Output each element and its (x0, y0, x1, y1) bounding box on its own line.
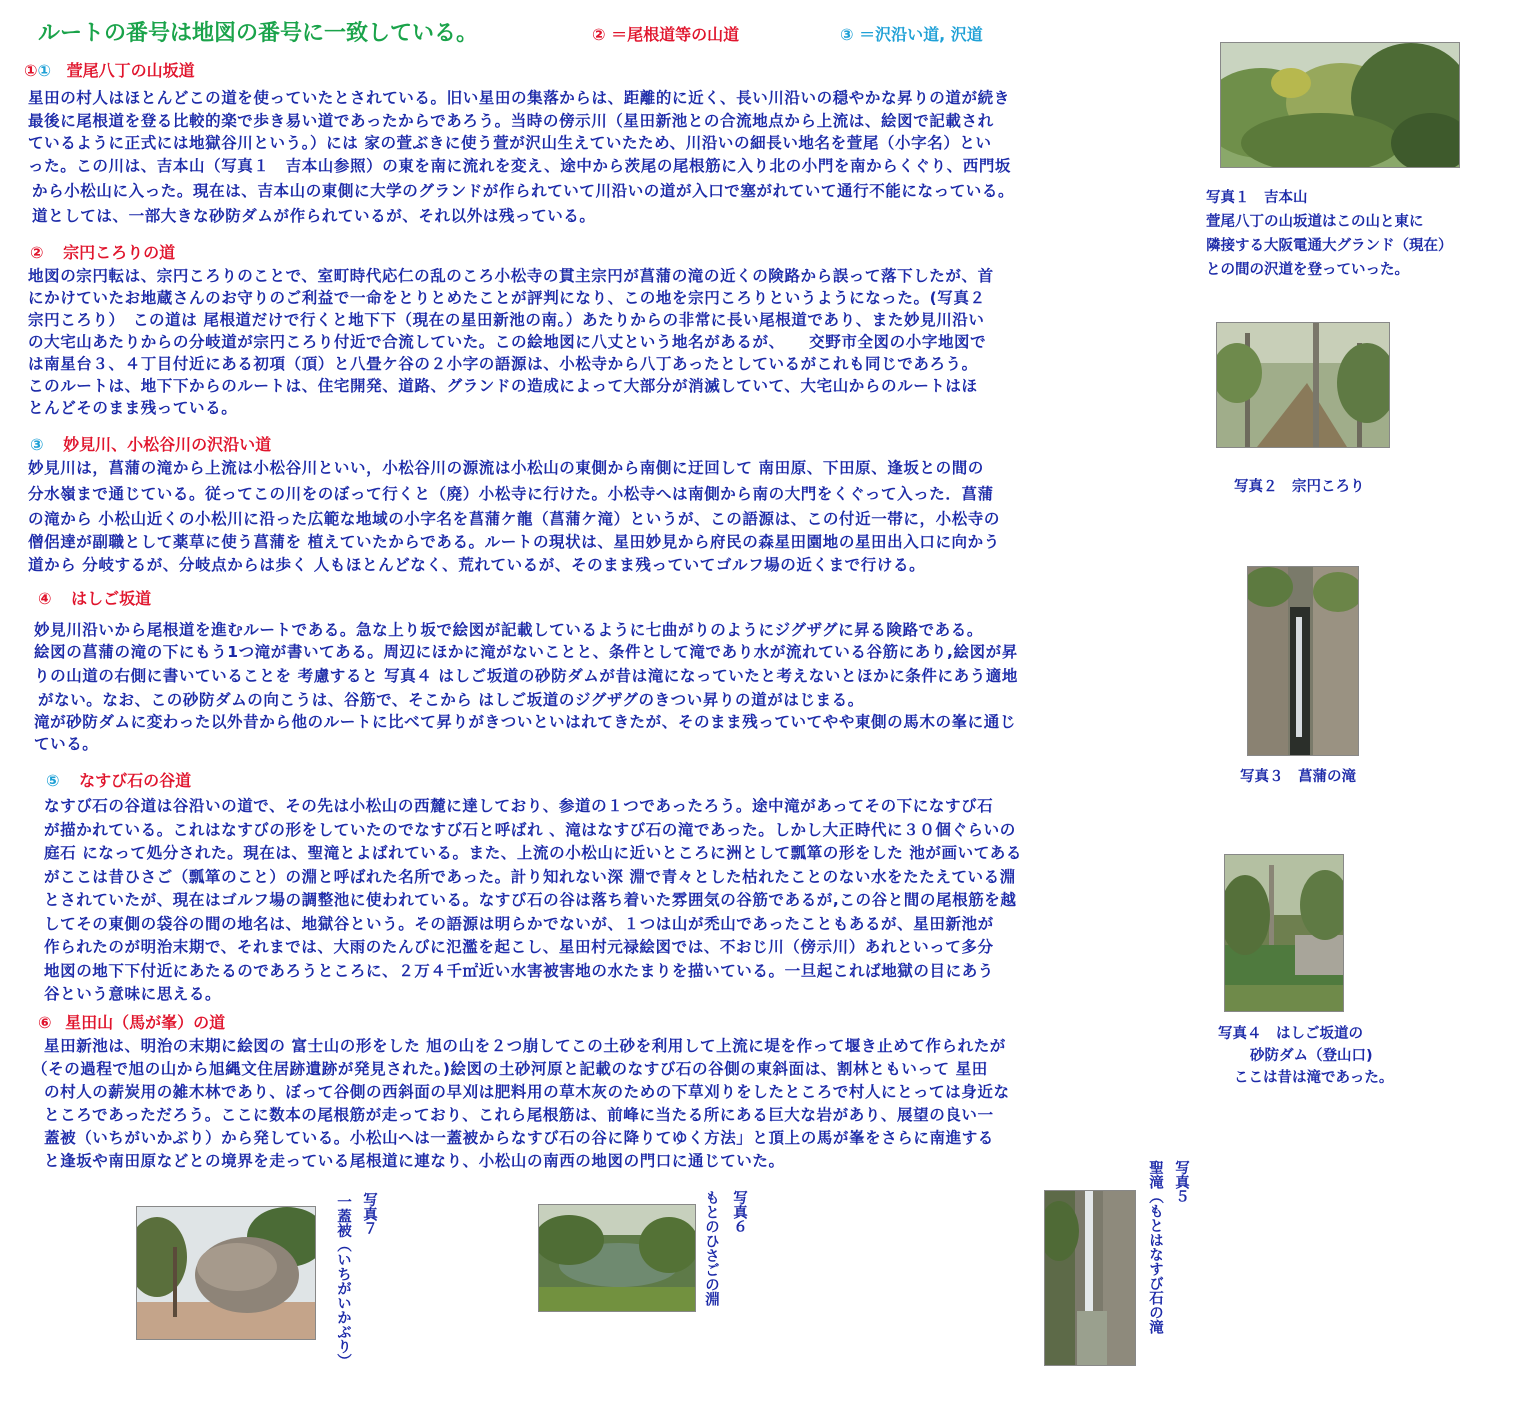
section-1-number-alt: ① (37, 61, 52, 80)
photo-1-caption (1206, 186, 1453, 282)
section-6-heading (38, 1010, 225, 1033)
photo-hisago-pond (538, 1204, 696, 1312)
caption-line: 写真１ 吉本山 (1206, 190, 1308, 206)
photo-sabo-dam-image (1225, 855, 1343, 1011)
body-line: は南星台３、４丁目付近にある初項（頂）と八畳ケ谷の２小字の語源は、小松寺から八丁あったとしているがこれも同じであろう。 (28, 355, 978, 373)
body-line: 最後に尾根道を登る比較的楽で歩き易い道であったからであろう。当時の傍示川（星田新池との合流地点から上流は、絵図で記載され (28, 111, 994, 130)
section-4-heading (38, 586, 151, 609)
photo-yoshimotoyama (1220, 42, 1460, 168)
photo-6-caption: もとのひさごの淵 (703, 1190, 719, 1306)
legend-ridge-route: ② ＝尾根道等の山道 (592, 25, 740, 44)
section-6-title: 星田山（馬が峯）の道 (65, 1013, 226, 1032)
photo-hijiri-waterfall (1044, 1190, 1136, 1366)
photo-ichigai-kaburi (136, 1206, 316, 1340)
photo-hisago-pond-image (539, 1205, 695, 1311)
body-line: がここは昔ひさご（瓢箪のこと）の淵と呼ばれた名所であった。計り知れない深 淵で青々とした枯れたことのない水をたたえている淵 (44, 867, 1016, 886)
body-line: なすび石の谷道は谷沿いの道で、その先は小松山の西麓に達しており、参道の１つであったろう。途中滝があってその下になすび石 (44, 797, 994, 815)
section-1-title: 萱尾八丁の山坂道 (66, 61, 195, 80)
body-line: このルートは、地下下からのルートは、住宅開発、道路、グランドの造成によって大部分が消滅していて、大宅山からのルートはほ (28, 377, 978, 395)
section-4-number: ④ (38, 589, 52, 608)
photo-shobu-waterfall (1247, 566, 1359, 756)
section-4-title: はしご坂道 (71, 589, 152, 608)
body-line: にかけていたお地蔵さんのお守りのご利益で一命をとりとめたことが評判になり、この地を宗円ころりというようになった。(写真２ (28, 289, 986, 307)
body-line: 僧侶達が副職として薬草に使う菖蒲を 植えていたからである。ルートの現状は、星田妙見から府民の森星田園地の星田出入口に向かう (28, 533, 1000, 551)
caption-line: ここは昔は滝であった。 (1234, 1070, 1394, 1086)
section-4-body (34, 618, 1018, 754)
section-3-body (28, 456, 1000, 575)
photo-6-label: 写真６ (731, 1190, 747, 1234)
section-1-body (28, 86, 1014, 226)
body-line: 滝が砂防ダムに変わった以外昔から他のルートに比べて昇りがきついといはれてきたが、そのまま残っていてやや東側の馬木の峯に通じ (34, 713, 1016, 731)
body-line: ているように正式には地獄谷川という。）には 家の萱ぶきに使う萱が沢山生えていたため、川沿いの細長い地名を萱尾（小字名）とい (28, 134, 992, 152)
body-line: 地図の宗円転は、宗円ころりのことで、室町時代応仁の乱のころ小松寺の貫主宗円が菖蒲の滝の近くの険路から誤って落下したが、首 (28, 267, 994, 285)
legend-stream-route: ③ ＝沢沿い道, 沢道 (840, 25, 983, 44)
body-line: 絵図の菖蒲の滝の下にもう1つ滝が書いてある。周辺にほかに滝がないことと、条件として滝であり水が流れている谷筋にあり,絵図が昇 (34, 643, 1018, 661)
body-line: がない。なお、この砂防ダムの向こうは、谷筋で、そこから はしご坂道のジグザグのきつい昇りの道がはじまる。 (38, 691, 864, 709)
section-1-number: ① (24, 61, 38, 80)
body-line: とされていたが、現在はゴルフ場の調整池に使われている。なすび石の谷は落ち着いた雰囲気の谷筋であるが,この谷と間の尾根筋を越 (44, 891, 1017, 909)
body-line: 蓋被（いちがいかぶり）から発している。小松山へは一蓋被からなすび石の谷に降りてゆく方法」と頂上の馬が峯をさらに南進する (44, 1129, 994, 1147)
photo-soen-korori (1216, 322, 1390, 448)
photo-3-caption: 写真３ 菖蒲の滝 (1240, 769, 1356, 785)
section-1-heading (24, 58, 195, 81)
body-line: が描かれている。これはなすびの形をしていたのでなすび石と呼ばれ 、滝はなすび石の滝であった。しかし大正時代に３０個ぐらいの (44, 820, 1016, 839)
photo-ichigai-kaburi-image (137, 1207, 315, 1339)
body-line: の村人の薪炭用の雑木林であり、ぼって谷側の西斜面の早刈は肥料用の草木灰のための下草刈りをしたところで村人にとっては身近な (44, 1083, 1010, 1101)
caption-line: との間の沢道を登っていった。 (1206, 262, 1409, 278)
section-6-number: ⑥ (38, 1013, 52, 1032)
photo-4-caption (1218, 1022, 1393, 1088)
section-3-heading (30, 432, 271, 455)
caption-line: 写真４ はしご坂道の (1218, 1026, 1363, 1042)
body-line: 宗円ころり） この道は 尾根道だけで行くと地下下（現在の星田新池の南。）あたりからの非常に長い尾根道であり、また妙見川沿い (28, 311, 985, 329)
section-5-title: なすび石の谷道 (79, 771, 192, 790)
photo-7-caption: 一蓋被（いちがいかぶり） (335, 1194, 351, 1368)
photo-5-label: 写真５ (1173, 1160, 1189, 1204)
photo-2-caption: 写真２ 宗円ころり (1234, 479, 1365, 495)
page-title: ルートの番号は地図の番号に一致している。 (38, 21, 479, 46)
body-line: と逢坂や南田原などとの境界を走っている尾根道に連なり、小松山の南西の地図の門口に通じていた。 (44, 1152, 785, 1170)
photo-7-label: 写真７ (361, 1192, 377, 1236)
section-2-number: ② (30, 243, 44, 262)
body-line: （その過程で旭の山から旭縄文住居跡遺跡が発見された。)絵図の土砂河原と記載のなすび石の谷側の東斜面は、割林ともいって 星田 (32, 1060, 988, 1078)
section-3-number: ③ (30, 435, 44, 454)
section-3-title: 妙見川、小松谷川の沢沿い道 (63, 435, 272, 454)
caption-line: 隣接する大阪電通大グランド（現在） (1206, 238, 1453, 254)
caption-line: 萱尾八丁の山坂道はこの山と東に (1206, 214, 1424, 230)
section-5-heading (46, 768, 191, 791)
body-line: から小松山に入った。現在は、吉本山の東側に大学のグランドが作られていて川沿いの道が入口で塞がれていて通行不能になっている。 (32, 181, 1015, 200)
body-line: 道としては、一部大きな砂防ダムが作られているが、それ以外は残っている。 (32, 206, 596, 225)
body-line: ところであっただろう。ここに数本の尾根筋が走っており、これら尾根筋は、前峰に当たる所にある巨大な岩があり、展望の良い一 (44, 1106, 994, 1124)
body-line: 作られたのが明治末期で、それまでは、大雨のたんびに氾濫を起こし、星田村元禄絵図では、不おじ川（傍示川）あれといって多分 (44, 938, 994, 956)
body-line: ている。 (34, 735, 99, 753)
body-line: 星田新池は、明治の末期に絵図の 富士山の形をした 旭の山を２つ崩してこの土砂を利用して上流に堤を作って堰き止めて作られたが (44, 1037, 1006, 1055)
body-line: とんどそのまま残っている。 (28, 399, 238, 417)
section-2-title: 宗円ころりの道 (63, 243, 176, 262)
body-line: してその東側の袋谷の間の地名は、地獄谷という。その語源は明らかでないが、１つは山が禿山であったこともあるが、星田新池が (44, 914, 994, 933)
section-5-body (44, 794, 1022, 1006)
body-line: の滝から 小松山近くの小松川に沿った広範な地域の小字名を菖蒲ケ龍（菖蒲ケ滝）というが、この語源は、この付近一帯に，小松寺の (28, 510, 1001, 528)
body-line: 妙見川沿いから尾根道を進むルートである。急な上り坂で絵図が記載しているように七曲がりのようにジグザグに昇る険路である。 (34, 621, 983, 639)
body-line: 谷という意味に思える。 (44, 985, 222, 1003)
photo-yoshimotoyama-image (1221, 43, 1459, 167)
section-5-number: ⑤ (46, 771, 60, 790)
body-line: りの山道の右側に書いていることを 考慮すると 写真４ はしご坂道の砂防ダムが昔は滝になっていたと考えないとほかに条件にあう適地 (34, 667, 1018, 685)
body-line: 地図の地下下付近にあたるのであろうところに、２万４千㎡近い水害被害地の水たまりを描いている。一旦起これば地獄の目にあう (44, 961, 994, 980)
body-line: 妙見川は，菖蒲の滝から上流は小松谷川といい，小松谷川の源流は小松山の東側から南側に迂回して 南田原、下田原、逢坂との間の (28, 459, 984, 477)
body-line: 庭石 になって処分された。現在は、聖滝とよばれている。また、上流の小松山に近いところに洲として瓢箪の形をした 池が画いてある (44, 844, 1022, 862)
body-line: 道から 分岐するが、分岐点からは歩く 人もほとんどなく、荒れているが、そのまま残っていてゴルフ場の近くまで行ける。 (28, 556, 926, 574)
body-line: 星田の村人はほとんどこの道を使っていたとされている。旧い星田の集落からは、距離的に近く、長い川沿いの穏やかな昇りの道が続き (28, 89, 1010, 107)
section-2-body (28, 264, 994, 418)
photo-hijiri-waterfall-image (1045, 1191, 1135, 1365)
caption-line: 砂防ダム（登山口) (1250, 1048, 1373, 1064)
photo-sabo-dam (1224, 854, 1344, 1012)
photo-shobu-waterfall-image (1248, 567, 1358, 755)
body-line: った。この川は、吉本山（写真１ 吉本山参照）の東を南に流れを変え、途中から茨尾の尾根筋に入り北の小門を南からくぐり、西門坂 (28, 156, 1012, 175)
body-line: 分水嶺まで通じている。従ってこの川をのぼって行くと（廃）小松寺に行けた。小松寺へは南側から南の大門をくぐって入った．菖蒲 (28, 485, 994, 503)
section-6-body (32, 1034, 1010, 1172)
body-line: の大宅山あたりからの分岐道が宗円ころり付近で合流していた。この絵地図に八丈という地名があるが、 交野市全図の小字地図で (28, 333, 987, 351)
section-2-heading (30, 240, 175, 263)
photo-5-caption: 聖滝（もとはなすび石の滝 (1147, 1160, 1163, 1334)
photo-soen-korori-image (1217, 323, 1389, 447)
